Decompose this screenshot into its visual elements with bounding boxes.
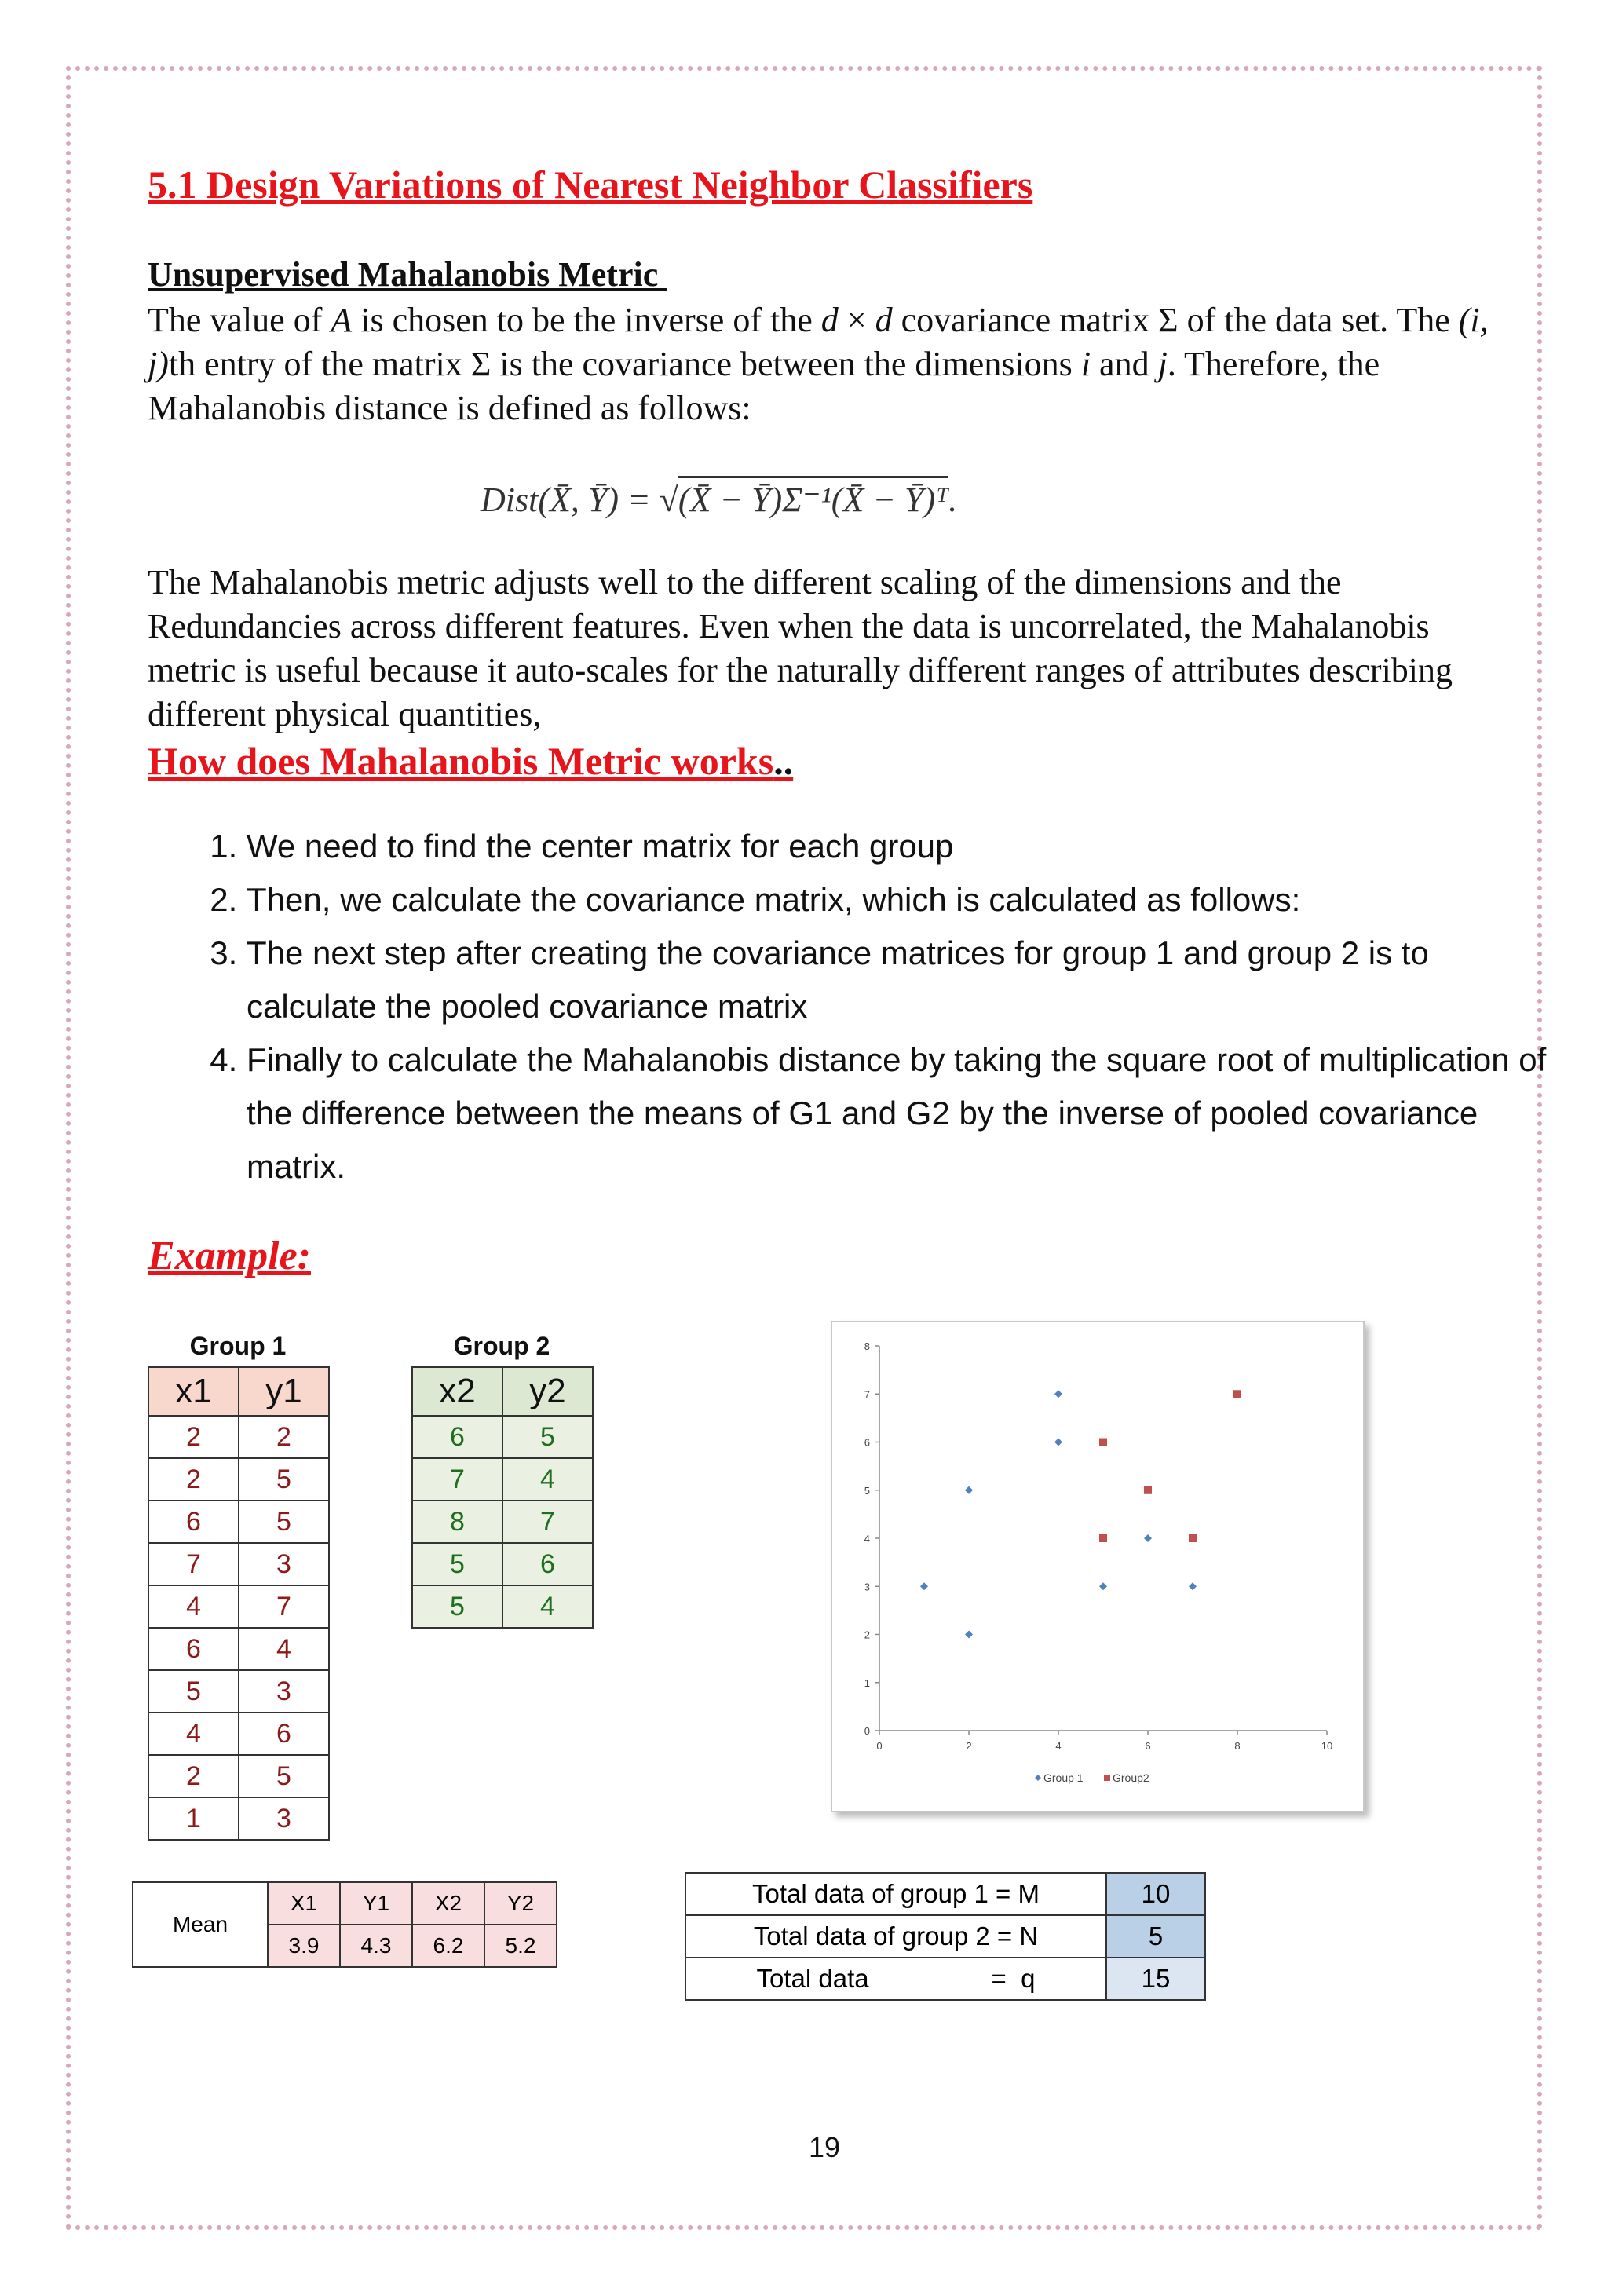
mean-header: Y1 xyxy=(340,1882,412,1925)
cell: 6 xyxy=(148,1501,239,1543)
table-row xyxy=(148,1670,329,1713)
table-row xyxy=(412,1585,593,1628)
mean-value: 3.9 xyxy=(268,1925,340,1967)
example-heading: Example: xyxy=(148,1234,311,1278)
x-tick-label: 4 xyxy=(1055,1740,1062,1752)
mean-value: 6.2 xyxy=(412,1925,484,1967)
table-row xyxy=(148,1713,329,1755)
cell: 3 xyxy=(239,1670,329,1713)
table-row xyxy=(685,1958,1205,2000)
step-item: 1. We need to find the center matrix for each group xyxy=(247,820,1550,873)
group1-table xyxy=(148,1366,330,1841)
cell: 4 xyxy=(239,1628,329,1670)
table-row xyxy=(685,1873,1205,1915)
x-tick-label: 2 xyxy=(966,1740,972,1752)
page-number: 19 xyxy=(808,2131,841,2163)
data-point-group1 xyxy=(1144,1534,1152,1542)
cell: 5 xyxy=(412,1585,502,1628)
mean-header: X2 xyxy=(412,1882,484,1925)
how-heading-text: How does Mahalanobis Metric works xyxy=(148,739,774,783)
legend-marker xyxy=(1035,1775,1041,1781)
y-tick-label: 5 xyxy=(864,1484,870,1497)
cell: 5 xyxy=(239,1458,329,1501)
data-point-group2 xyxy=(1099,1534,1107,1542)
cell: 5 xyxy=(148,1670,239,1713)
group2-title: Group 2 xyxy=(453,1332,550,1360)
var-d: d xyxy=(820,301,839,339)
total-value: 10 xyxy=(1106,1873,1205,1915)
y-tick-label: 2 xyxy=(864,1629,870,1641)
mean-header: Y2 xyxy=(484,1882,557,1925)
col-header: y1 xyxy=(239,1367,329,1416)
table-row xyxy=(148,1501,329,1543)
how-heading-dots: .. xyxy=(773,739,794,783)
y-tick-label: 3 xyxy=(864,1581,870,1593)
cell: 1 xyxy=(148,1797,239,1840)
y-tick-label: 1 xyxy=(864,1676,870,1689)
formula-lhs: Dist(X̄, Ȳ) = √ xyxy=(481,481,678,519)
data-point-group2 xyxy=(1099,1439,1107,1446)
cell: 4 xyxy=(502,1585,593,1628)
var-i: i xyxy=(1080,345,1091,383)
cell: 7 xyxy=(239,1585,329,1628)
formula-radicand: (X̄ − Ȳ)Σ⁻¹(X̄ − Ȳ)ᵀ xyxy=(678,476,948,520)
cell: 3 xyxy=(239,1797,329,1840)
table-row xyxy=(412,1416,593,1458)
mean-value: 5.2 xyxy=(484,1925,557,1967)
totals-table xyxy=(685,1872,1206,2001)
text: covariance matrix Σ of the data set. The xyxy=(892,301,1459,339)
table-row xyxy=(148,1628,329,1670)
cell: 8 xyxy=(412,1501,502,1543)
total-label: Total data of group 2 = N xyxy=(685,1915,1106,1958)
table-row xyxy=(148,1585,329,1628)
var-ij: (i, j) xyxy=(148,301,1489,383)
formula-end: . xyxy=(948,481,958,519)
y-tick-label: 7 xyxy=(864,1388,870,1401)
cell: 4 xyxy=(502,1458,593,1501)
cell: 6 xyxy=(239,1713,329,1755)
y-tick-label: 6 xyxy=(864,1436,870,1449)
table-row xyxy=(148,1755,329,1797)
cell: 7 xyxy=(412,1458,502,1501)
var-d: d xyxy=(875,301,893,339)
cell: 6 xyxy=(148,1628,239,1670)
cell: 2 xyxy=(148,1416,239,1458)
data-point-group1 xyxy=(965,1631,973,1639)
text: th entry of the matrix Σ is the covariance between the dimensions xyxy=(168,345,1081,383)
step-item: 4. Finally to calculate the Mahalanobis distance by taking the square root of multiplication of the difference between the means of G1 and G2 by the inverse of pooled covariance matrix. xyxy=(247,1033,1550,1194)
text: The value of xyxy=(148,301,331,339)
var-j: j xyxy=(1157,345,1168,383)
table-row xyxy=(412,1543,593,1585)
data-point-group2 xyxy=(1233,1390,1241,1398)
data-point-group1 xyxy=(1189,1582,1197,1590)
data-point-group1 xyxy=(1054,1439,1062,1446)
x-tick-label: 10 xyxy=(1321,1740,1333,1752)
cell: 4 xyxy=(148,1713,239,1755)
how-heading xyxy=(148,738,793,784)
y-tick-label: 0 xyxy=(864,1725,870,1737)
cell: 2 xyxy=(148,1755,239,1797)
steps-list xyxy=(196,820,1550,1194)
total-label: Total data = q xyxy=(685,1958,1106,2000)
section-heading: 5.1 Design Variations of Nearest Neighbor Classifiers xyxy=(148,163,1033,207)
step-item: 2. Then, we calculate the covariance matrix, which is calculated as follows: xyxy=(247,873,1550,927)
mean-header: X1 xyxy=(268,1882,340,1925)
table-row xyxy=(412,1501,593,1543)
cell: 3 xyxy=(239,1543,329,1585)
y-tick-label: 8 xyxy=(864,1340,870,1352)
cell: 6 xyxy=(502,1543,593,1585)
var-a: A xyxy=(331,301,353,339)
table-row xyxy=(148,1416,329,1458)
table-row xyxy=(148,1458,329,1501)
text: × xyxy=(838,301,875,339)
cell: 4 xyxy=(148,1585,239,1628)
total-value: 15 xyxy=(1106,1958,1205,2000)
data-point-group2 xyxy=(1189,1534,1197,1542)
x-tick-label: 0 xyxy=(876,1740,883,1752)
text: . Therefore, the Mahalanobis distance is defined as follows: xyxy=(148,345,1380,427)
col-header: x2 xyxy=(412,1367,502,1416)
data-point-group1 xyxy=(1054,1390,1062,1398)
legend-marker xyxy=(1104,1775,1110,1781)
mahalanobis-formula xyxy=(481,476,957,520)
subheading: Unsupervised Mahalanobis Metric xyxy=(148,255,667,294)
x-tick-label: 8 xyxy=(1234,1740,1241,1752)
mean-table xyxy=(132,1881,557,1968)
scatter-chart-frame xyxy=(831,1321,1365,1812)
data-point-group1 xyxy=(965,1486,973,1494)
legend-label: Group 1 xyxy=(1043,1771,1084,1784)
cell: 5 xyxy=(412,1543,502,1585)
paragraph-explanation: The Mahalanobis metric adjusts well to the different scaling of the dimensions and the Redundancies across different features. Even when the data is uncorrelated, the Mahalanobis metric is useful because it auto-scales for the naturally different ranges of attributes describing different physical quantities, xyxy=(148,563,1453,733)
text: and xyxy=(1091,345,1158,383)
data-point-group2 xyxy=(1144,1486,1152,1494)
data-point-group1 xyxy=(920,1582,928,1590)
cell: 6 xyxy=(412,1416,502,1458)
table-row xyxy=(412,1458,593,1501)
y-tick-label: 4 xyxy=(864,1533,870,1545)
cell: 2 xyxy=(239,1416,329,1458)
cell: 5 xyxy=(502,1416,593,1458)
group2-table xyxy=(411,1366,594,1629)
table-row xyxy=(148,1797,329,1840)
mean-label: Mean xyxy=(133,1882,268,1967)
text: is chosen to be the inverse of the xyxy=(352,301,821,339)
cell: 5 xyxy=(239,1755,329,1797)
mean-value: 4.3 xyxy=(340,1925,412,1967)
cell: 2 xyxy=(148,1458,239,1501)
x-tick-label: 6 xyxy=(1145,1740,1151,1752)
scatter-chart xyxy=(832,1322,1363,1811)
table-row xyxy=(685,1915,1205,1958)
cell: 7 xyxy=(502,1501,593,1543)
total-value: 5 xyxy=(1106,1915,1205,1958)
col-header: y2 xyxy=(502,1367,593,1416)
group1-title: Group 1 xyxy=(189,1332,287,1360)
cell: 5 xyxy=(239,1501,329,1543)
table-row xyxy=(148,1543,329,1585)
paragraph-intro xyxy=(148,298,1498,430)
legend-label: Group2 xyxy=(1113,1771,1149,1784)
step-item: 3. The next step after creating the covariance matrices for group 1 and group 2 is to calculate the pooled covariance matrix xyxy=(247,927,1550,1033)
cell: 7 xyxy=(148,1543,239,1585)
data-point-group1 xyxy=(1099,1582,1107,1590)
total-label: Total data of group 1 = M xyxy=(685,1873,1106,1915)
col-header: x1 xyxy=(148,1367,239,1416)
